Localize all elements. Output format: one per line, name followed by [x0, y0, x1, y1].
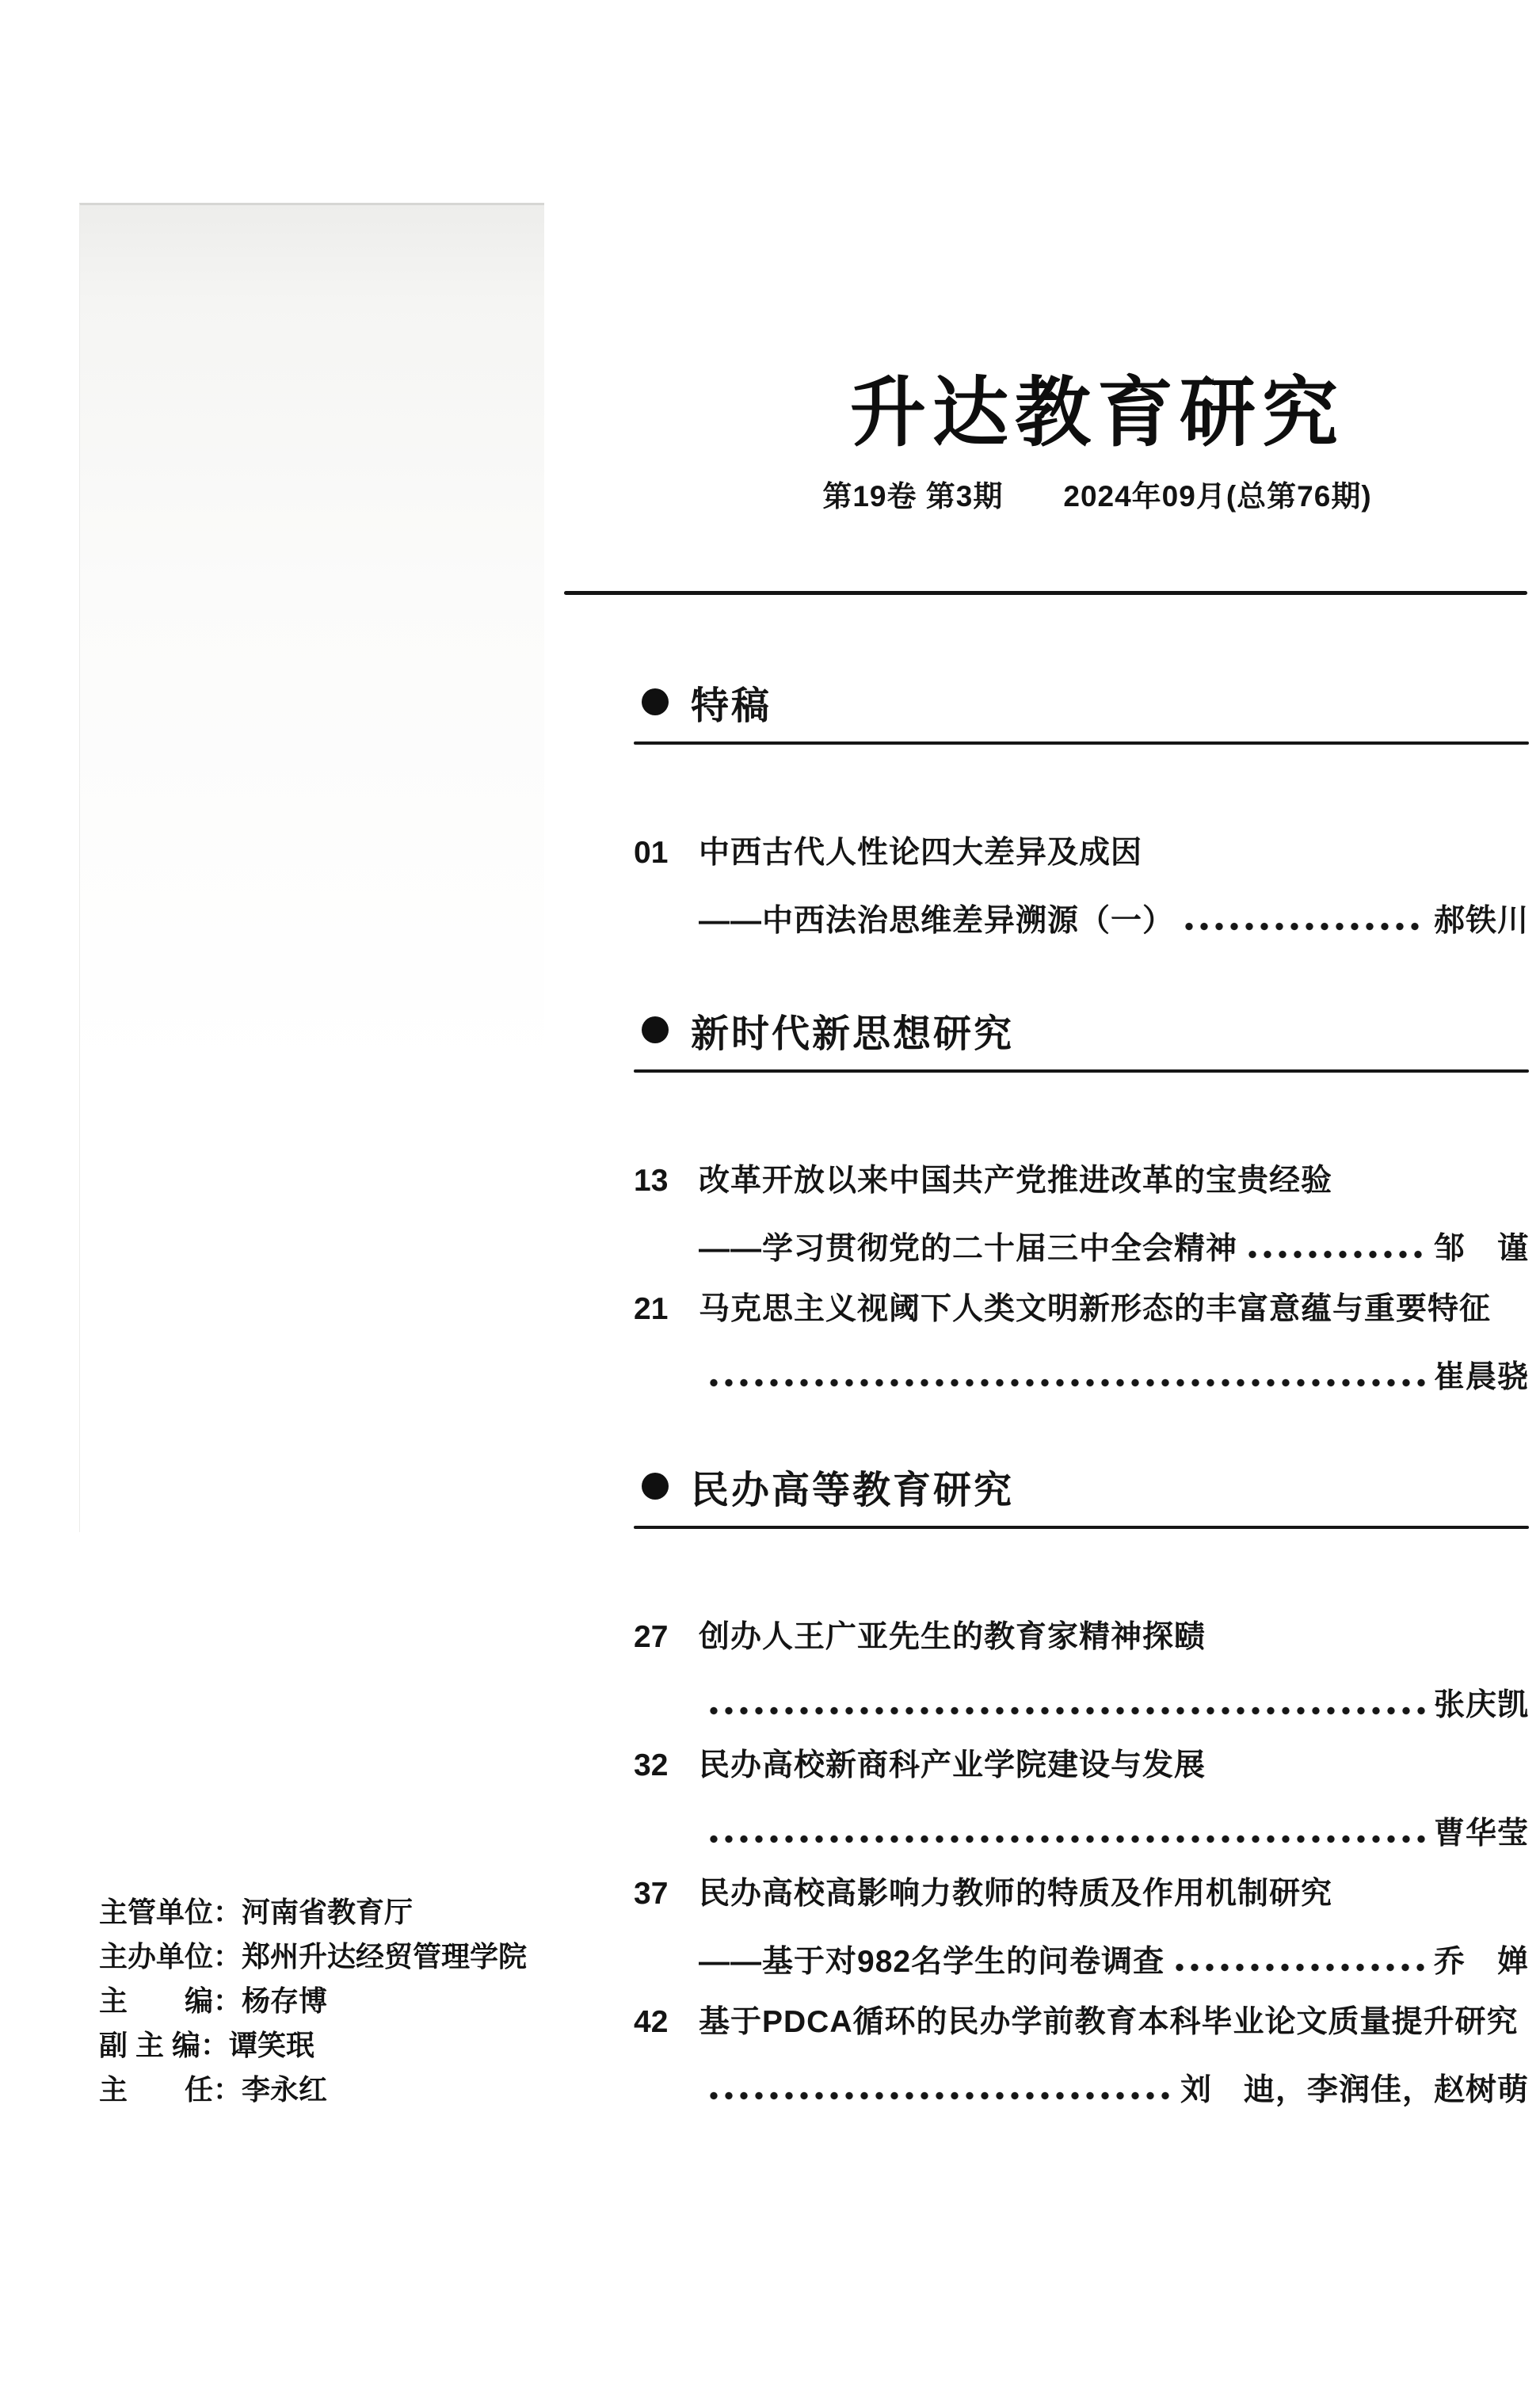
- entry-title-line: [634, 2006, 1529, 2039]
- masthead-rule: [564, 591, 1527, 595]
- imprint-line: [99, 2072, 527, 2107]
- entry-title: 改革开放以来中国共产党推进改革的宝贵经验: [699, 1164, 1333, 1198]
- entry-author-line: [634, 1361, 1529, 1394]
- entry-title-line: [634, 1293, 1529, 1326]
- entry-page-number: 37: [634, 1877, 669, 1911]
- entry-author-line: [634, 1817, 1529, 1851]
- dot-leader: [1248, 1250, 1426, 1259]
- imprint-label: 主管单位：: [99, 1896, 242, 1928]
- entry-author-line: [634, 2074, 1529, 2107]
- entry-authors: 崔晨骁: [1433, 1360, 1529, 1394]
- entry-author-line: [634, 1946, 1529, 1979]
- entry-page-number: 21: [634, 1292, 669, 1326]
- section-rule: [634, 1069, 1529, 1073]
- entry-title-line: [634, 1621, 1529, 1654]
- imprint-label: 主 编：: [99, 1984, 242, 2017]
- entry-author-line: [634, 1233, 1529, 1266]
- entry-page-number: 13: [634, 1164, 669, 1198]
- toc-entry: [634, 1165, 1529, 1266]
- section-entries: [634, 1621, 1529, 2107]
- section-title: 特稿: [691, 684, 772, 727]
- dot-leader: [1176, 1963, 1426, 1972]
- dot-leader: [710, 2091, 1172, 2100]
- dot-leader: [710, 1835, 1426, 1843]
- entry-page-number: 42: [634, 2005, 669, 2039]
- toc-section: [634, 680, 1529, 938]
- imprint-value: 杨存博: [242, 1984, 328, 2017]
- table-of-contents: [634, 680, 1529, 2177]
- entry-authors: 邹 谨: [1433, 1232, 1529, 1266]
- imprint-label: 主 任：: [99, 2073, 242, 2106]
- toc-section: [634, 1464, 1529, 2107]
- entry-title: 中西古代人性论四大差异及成因: [699, 836, 1143, 870]
- section-title: 新时代新思想研究: [691, 1012, 1015, 1055]
- entry-author-line: [634, 1689, 1529, 1722]
- section-bullet-icon: [642, 1016, 669, 1043]
- toc-entry: [634, 1293, 1529, 1394]
- toc-entry: [634, 837, 1529, 938]
- imprint-value: 河南省教育厅: [242, 1896, 414, 1928]
- imprint-label: 主办单位：: [99, 1940, 242, 1973]
- dot-leader: [710, 1706, 1426, 1715]
- masthead: [642, 368, 1540, 515]
- entry-authors: 乔 婵: [1433, 1945, 1529, 1979]
- toc-entry: [634, 2006, 1529, 2107]
- toc-entry: [634, 1877, 1529, 1979]
- imprint-value: 谭笑珉: [229, 2029, 315, 2061]
- journal-title: 升达教育研究: [850, 368, 1344, 457]
- section-bullet-icon: [642, 1473, 669, 1500]
- entry-title: 创办人王广亚先生的教育家精神探赜: [699, 1620, 1206, 1654]
- entry-title: 民办高校高影响力教师的特质及作用机制研究: [699, 1877, 1333, 1911]
- section-header: [642, 1464, 1529, 1511]
- imprint-value: 郑州升达经贸管理学院: [242, 1940, 528, 1973]
- entry-authors: 张庆凯: [1433, 1688, 1529, 1722]
- entry-title-line: [634, 1749, 1529, 1782]
- toc-entry: [634, 1621, 1529, 1722]
- entry-authors: 刘 迪，李润佳，赵树萌: [1180, 2073, 1529, 2107]
- section-bullet-icon: [642, 688, 669, 715]
- entry-subtitle: ——中西法治思维差异溯源（一）: [699, 904, 1175, 938]
- entry-page-number: 01: [634, 836, 669, 870]
- issue-info: 第19卷 第3期 2024年09月(总第76期): [822, 479, 1372, 513]
- entry-authors: 曹华莹: [1433, 1816, 1529, 1851]
- section-entries: [634, 1165, 1529, 1394]
- entry-page-number: 27: [634, 1620, 669, 1654]
- entry-title-line: [634, 837, 1529, 870]
- imprint-line: [99, 1939, 527, 1974]
- imprint-line: [99, 1984, 527, 2019]
- section-rule: [634, 741, 1529, 745]
- entry-subtitle: ——基于对982名学生的问卷调查: [699, 1945, 1165, 1979]
- imprint-block: [99, 1895, 527, 2117]
- entry-title-line: [634, 1165, 1529, 1198]
- entry-authors: 郝铁川: [1433, 904, 1529, 938]
- toc-section: [634, 1008, 1529, 1394]
- imprint-label: 副 主 编：: [99, 2029, 230, 2061]
- entry-title: 马克思主义视阈下人类文明新形态的丰富意蕴与重要特征: [699, 1292, 1492, 1326]
- toc-entry: [634, 1749, 1529, 1851]
- section-rule: [634, 1526, 1529, 1529]
- section-entries: [634, 837, 1529, 938]
- entry-subtitle: ——学习贯彻党的二十届三中全会精神: [699, 1232, 1238, 1266]
- imprint-line: [99, 1895, 527, 1930]
- entry-title: 民办高校新商科产业学院建设与发展: [699, 1748, 1206, 1782]
- dot-leader: [710, 1378, 1426, 1387]
- imprint-value: 李永红: [242, 2073, 328, 2106]
- entry-title: 基于PDCA循环的民办学前教育本科毕业论文质量提升研究: [699, 2005, 1519, 2039]
- imprint-line: [99, 2028, 527, 2063]
- section-header: [642, 1008, 1529, 1055]
- underlying-page-shadow: [79, 203, 544, 1532]
- section-header: [642, 680, 1529, 727]
- section-title: 民办高等教育研究: [691, 1469, 1015, 1511]
- entry-page-number: 32: [634, 1748, 669, 1782]
- entry-title-line: [634, 1877, 1529, 1911]
- entry-author-line: [634, 905, 1529, 938]
- dot-leader: [1185, 922, 1426, 931]
